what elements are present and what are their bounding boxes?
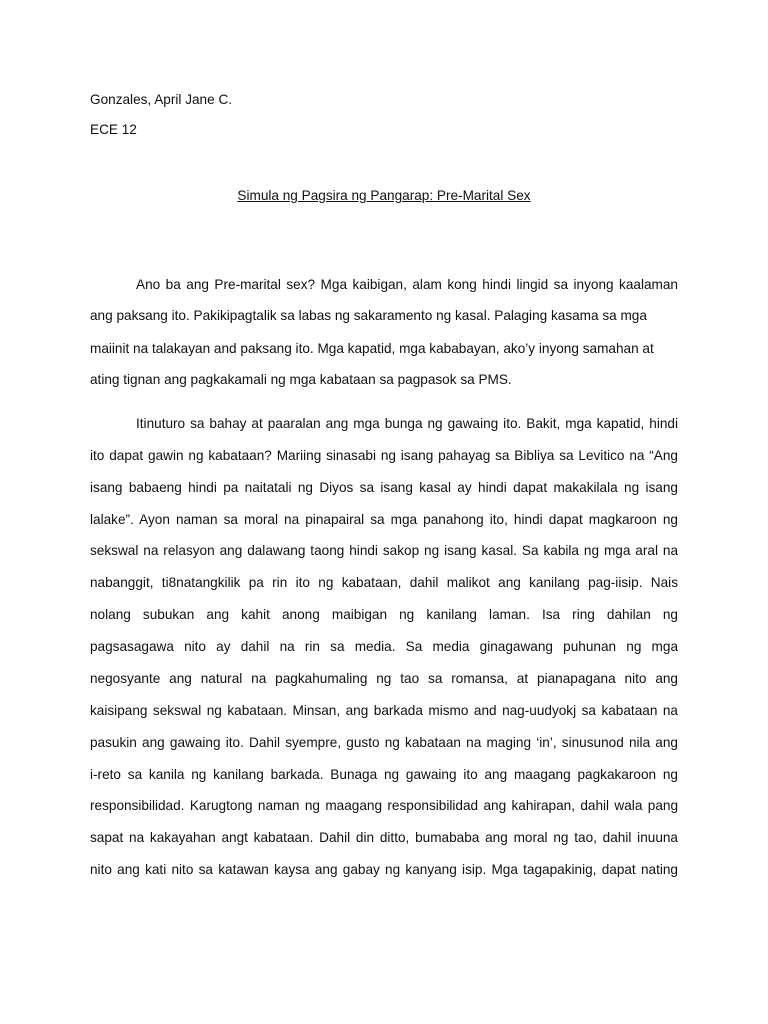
paragraph-line: negosyante ang natural na pagkahumaling ng tao sa romansa, at pianapagana nito ang bbox=[90, 671, 678, 686]
paragraph-line: nolang subukan ang kahit anong maibigan ng kanilang laman. Isa ring dahilan ng bbox=[90, 607, 678, 622]
paragraph-line: nabanggit, ti8natangkilik pa rin ito ng kabataan, dahil malikot ang kanilang pag-iisip. Nais bbox=[90, 575, 678, 590]
paragraph-line: i-reto sa kanila ng kanilang barkada. Bunaga ng gawaing ito ang maagang pagkakaroon ng bbox=[90, 767, 678, 782]
paragraph-line: maiinit na talakayan and paksang ito. Mga kapatid, mga kababayan, ako’y inyong samahan at bbox=[90, 341, 654, 356]
paragraph-line: nito ang kati nito sa katawan kaysa ang gabay ng kanyang isip. Mga tagapakinig, dapat nating bbox=[90, 862, 678, 877]
paragraph-line: ang paksang ito. Pakikipagtalik sa labas ng sakaramento ng kasal. Palaging kasama sa mga bbox=[90, 308, 647, 323]
author-name: Gonzales, April Jane C. bbox=[90, 92, 233, 107]
paragraph-line: isang babaeng hindi pa naitatali ng Diyos sa isang kasal ay hindi dapat makakilala ng isang bbox=[90, 480, 678, 495]
paragraph-line: sekswal na relasyon ang dalawang taong hindi sakop ng isang kasal. Sa kabila ng mga aral na bbox=[90, 543, 678, 558]
course-code: ECE 12 bbox=[90, 122, 137, 137]
paragraph-line: lalake”. Ayon naman sa moral na pinapairal sa mga panahong ito, hindi dapat magkaroon ng bbox=[90, 512, 678, 527]
paragraph-line: ating tignan ang pagkakamali ng mga kabataan sa pagpasok sa PMS. bbox=[90, 372, 512, 387]
paragraph-line: Ano ba ang Pre-marital sex? Mga kaibigan, alam kong hindi lingid sa inyong kaalaman bbox=[136, 277, 678, 292]
paragraph-line: sapat na kakayahan angt kabataan. Dahil din ditto, bumababa ang moral ng tao, dahil inuuna bbox=[90, 830, 678, 845]
paragraph-line: responsibilidad. Karugtong naman ng maagang responsibilidad ang kahirapan, dahil wala pang bbox=[90, 798, 678, 813]
paragraph-line: pasukin ang gawaing ito. Dahil syempre, gusto ng kabataan na maging ‘in’, sinusunod nila ang bbox=[90, 735, 678, 750]
paragraph-line: pagsasagawa nito ay dahil na rin sa media. Sa media ginagawang puhunan ng mga bbox=[90, 639, 678, 654]
paragraph-line: Itinuturo sa bahay at paaralan ang mga bunga ng gawaing ito. Bakit, mga kapatid, hindi bbox=[136, 416, 678, 431]
paragraph-line: kaisipang sekswal ng kabataan. Minsan, ang barkada mismo and nag-uudyokj sa kabataan na bbox=[90, 703, 678, 718]
essay-title: Simula ng Pagsira ng Pangarap: Pre-Marital Sex bbox=[237, 188, 531, 203]
paragraph-line: ito dapat gawin ng kabataan? Mariing sinasabi ng isang pahayag sa Bibliya sa Levitico na “Ang bbox=[90, 448, 678, 463]
